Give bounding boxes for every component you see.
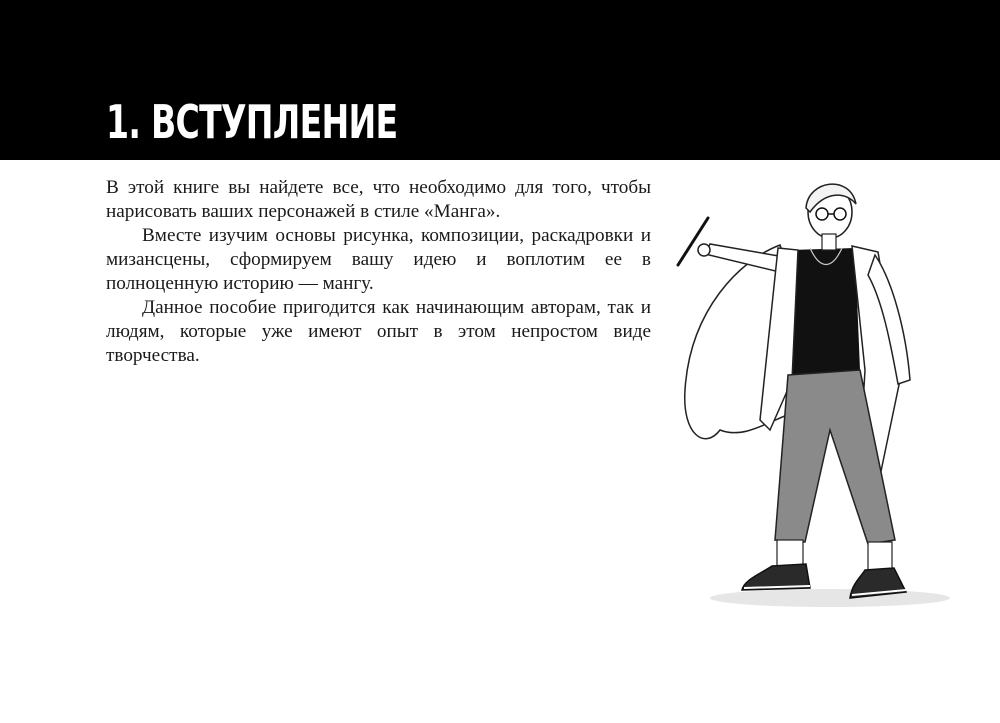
paragraph-2: Вместе изучим основы рисунка, композиции, раскадровки и мизансцены, сформируем вашу идею и воплотим ее в полноценную историю — мангу. [106, 225, 651, 294]
paragraph-1: В этой книге вы найдете все, что необходимо для того, чтобы нарисовать ваших персонажей в стиле «Манга». [106, 177, 651, 222]
right-sock [868, 542, 892, 570]
hand [698, 244, 710, 256]
brush-icon [678, 218, 708, 265]
neck [822, 234, 836, 250]
chapter-header-band [0, 0, 1000, 160]
paragraph-3: Данное пособие пригодится как начинающим авторам, так и людям, которые уже имеют опыт в этом непростом виде творчества. [106, 297, 651, 366]
left-sock [777, 540, 803, 566]
chapter-title: 1. ВСТУПЛЕНИЕ [106, 95, 398, 149]
black-shirt [788, 248, 860, 375]
intro-text [106, 176, 651, 368]
manga-character-illustration [660, 170, 960, 615]
floor-shadow [710, 589, 950, 607]
